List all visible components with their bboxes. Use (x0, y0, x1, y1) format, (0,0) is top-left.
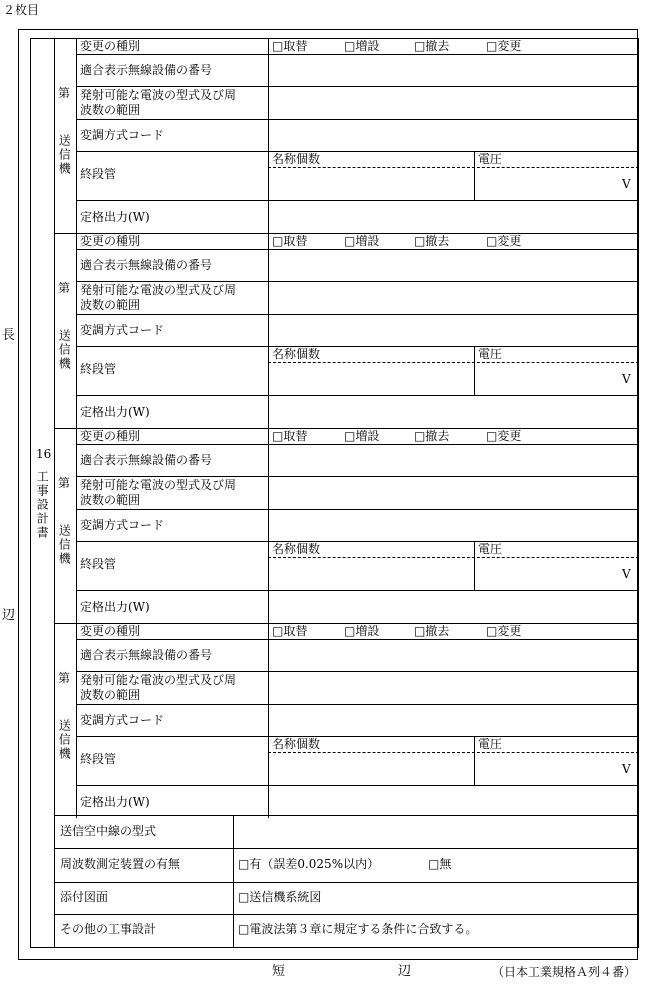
other-design-label: その他の工事設計 (60, 922, 157, 936)
side-short-right: 辺 (398, 964, 412, 979)
tx-option-1[interactable]: □増設 (344, 39, 380, 53)
tx-kind: 送信機 (57, 524, 72, 566)
tx-option-2[interactable]: □撤去 (414, 429, 450, 443)
tx-option-3[interactable]: □変更 (486, 234, 522, 248)
tx-change-type-label: 変更の種別 (80, 234, 141, 248)
tx-option-3[interactable]: □変更 (486, 429, 522, 443)
tx-option-0[interactable]: □取替 (272, 234, 308, 248)
page-label: ２枚目 (3, 3, 40, 17)
tx-name-count: 名称個数 (272, 737, 321, 751)
tx-equipment-no-label: 適合表示無線設備の番号 (80, 648, 213, 662)
tx-dai: 第 (58, 86, 71, 100)
tx-option-0[interactable]: □取替 (272, 39, 308, 53)
tx-option-3[interactable]: □変更 (486, 39, 522, 53)
tx-volt-unit: V (622, 372, 631, 386)
tx-kind: 送信機 (57, 719, 72, 761)
section-number: 16 (36, 447, 52, 461)
tx-dai: 第 (58, 476, 71, 490)
tx-final-stage-label: 終段管 (80, 752, 117, 766)
side-short-left: 短 (272, 964, 286, 979)
tx-option-2[interactable]: □撤去 (414, 624, 450, 638)
tx-voltage: 電圧 (478, 737, 503, 751)
tx-rated-output-label: 定格出力(W) (80, 210, 150, 224)
tx-rated-output-label: 定格出力(W) (80, 795, 150, 809)
tx-dai: 第 (58, 281, 71, 295)
section-title: 工事設計書 (35, 470, 50, 540)
tx-option-1[interactable]: □増設 (344, 624, 380, 638)
tx-freq-label-2: 波数の範囲 (80, 298, 141, 312)
tx-name-count: 名称個数 (272, 152, 321, 166)
other-design-value[interactable]: □電波法第３章に規定する条件に合致する。 (238, 922, 478, 936)
tx-modulation-label: 変調方式コード (80, 713, 165, 727)
freq-meter-no[interactable]: □無 (428, 857, 452, 871)
tx-voltage: 電圧 (478, 152, 503, 166)
tx-name-count: 名称個数 (272, 542, 321, 556)
jis-note: （日本工業規格Ａ列４番） (492, 965, 637, 979)
freq-meter-yes[interactable]: □有（誤差0.025%以内） (238, 857, 380, 871)
tx-change-type-label: 変更の種別 (80, 429, 141, 443)
tx-option-2[interactable]: □撤去 (414, 234, 450, 248)
side-long-bottom: 辺 (2, 608, 16, 623)
tx-option-2[interactable]: □撤去 (414, 39, 450, 53)
tx-change-type-label: 変更の種別 (80, 39, 141, 53)
tx-modulation-label: 変調方式コード (80, 518, 165, 532)
tx-option-1[interactable]: □増設 (344, 429, 380, 443)
tx-final-stage-label: 終段管 (80, 167, 117, 181)
tx-kind: 送信機 (57, 329, 72, 371)
tx-option-0[interactable]: □取替 (272, 429, 308, 443)
tx-modulation-label: 変調方式コード (80, 128, 165, 142)
tx-equipment-no-label: 適合表示無線設備の番号 (80, 258, 213, 272)
tx-final-stage-label: 終段管 (80, 557, 117, 571)
tx-volt-unit: V (622, 567, 631, 581)
tx-kind: 送信機 (57, 134, 72, 176)
tx-rated-output-label: 定格出力(W) (80, 405, 150, 419)
tx-freq-label-1: 発射可能な電波の型式及び周 (80, 673, 237, 687)
tx-rated-output-label: 定格出力(W) (80, 600, 150, 614)
tx-freq-label-1: 発射可能な電波の型式及び周 (80, 283, 237, 297)
tx-voltage: 電圧 (478, 542, 503, 556)
attached-value[interactable]: □送信機系統図 (238, 890, 322, 904)
tx-equipment-no-label: 適合表示無線設備の番号 (80, 453, 213, 467)
tx-freq-label-2: 波数の範囲 (80, 688, 141, 702)
tx-freq-label-1: 発射可能な電波の型式及び周 (80, 88, 237, 102)
antenna-label: 送信空中線の型式 (60, 824, 157, 838)
side-long-top: 長 (2, 328, 16, 343)
tx-option-1[interactable]: □増設 (344, 234, 380, 248)
freq-meter-label: 周波数測定装置の有無 (60, 857, 181, 871)
tx-option-3[interactable]: □変更 (486, 624, 522, 638)
tx-change-type-label: 変更の種別 (80, 624, 141, 638)
tx-voltage: 電圧 (478, 347, 503, 361)
tx-final-stage-label: 終段管 (80, 362, 117, 376)
tx-equipment-no-label: 適合表示無線設備の番号 (80, 63, 213, 77)
tx-option-0[interactable]: □取替 (272, 624, 308, 638)
tx-freq-label-2: 波数の範囲 (80, 493, 141, 507)
tx-name-count: 名称個数 (272, 347, 321, 361)
attached-label: 添付図面 (60, 890, 109, 904)
tx-freq-label-2: 波数の範囲 (80, 103, 141, 117)
tx-volt-unit: V (622, 762, 631, 776)
tx-freq-label-1: 発射可能な電波の型式及び周 (80, 478, 237, 492)
tx-volt-unit: V (622, 177, 631, 191)
tx-modulation-label: 変調方式コード (80, 323, 165, 337)
tx-dai: 第 (58, 671, 71, 685)
